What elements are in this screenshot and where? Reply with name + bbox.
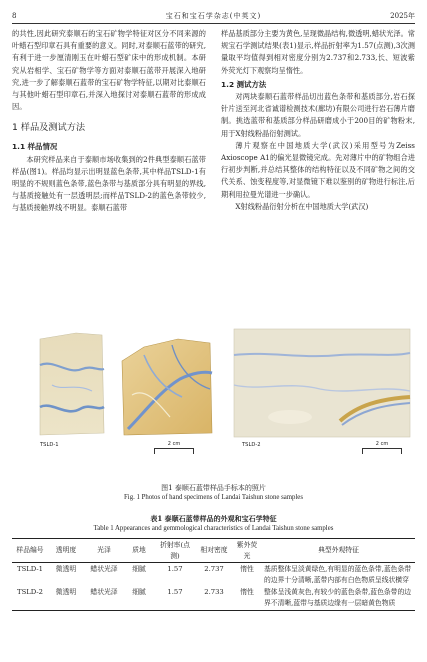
table-row — [12, 563, 415, 587]
paragraph: 的共性,因此研究泰顺石的宝石矿物学特征对区分不同来源的叶蜡石型印章石具有重要的意义。同时,对泰顺石蓝带的研究,有利于进一步厘清刚玉在叶蜡石型矿床中的形成机制。本研究从岩相学、宝石矿物学等方面对泰顺石蓝带开展深入地研究,进一步了解泰顺石蓝带的宝石矿物学特征,以期对比泰顺石与其他叶蜡石型印章石,并深入地探讨对泰顺石蓝带的形成成因。 — [12, 29, 206, 112]
paragraph: X射线粉晶衍射分析在中国地质大学(武汉) — [235, 201, 369, 211]
scale-bar-label: 2 cm — [375, 441, 389, 447]
paragraph: 薄片观察在中国地质大学(武汉)采用型号为Zeiss Axioscope A1的偏光显微镜完成。先对薄片中的矿物组合进行初步判断,并总结其整体的结构特征以及不同矿物之间的交代关系、蚀变程度等,对显微镜下难以鉴别的矿物进行标注,后期利用拉曼光谱进一步确认。 — [221, 140, 415, 199]
running-header — [12, 10, 415, 22]
table-cell: 细腻 — [132, 588, 146, 597]
column-header: 典型外观特征 — [318, 546, 359, 555]
column-header: 光泽 — [97, 546, 111, 555]
scale-bar-1 — [154, 441, 194, 454]
figure-caption-en: Fig. 1 Photos of hand specimens of Landai Taishun stone samples — [124, 494, 303, 501]
table-cell: 惰性 — [240, 588, 254, 597]
table-cell: 2.737 — [204, 565, 224, 574]
table-cell: 1.57 — [167, 565, 183, 574]
table-cell: 蜡状光泽 — [90, 565, 118, 574]
paragraph: 对两块泰顺石蓝带样品切出蓝色条带和基质部分,岩石探针片送至河北省诚谱检测技术(廊坊)有限公司进行岩石薄片磨制。挑选蓝带和基质部分样品研磨成小于200目的矿物粉末,用于X射线粉晶衍射测试。 — [221, 92, 415, 138]
gemmological-table — [12, 538, 415, 611]
table-caption-cn: 表1 泰顺石蓝带样品的外观和宝石学特征 — [150, 514, 277, 523]
table-header-row — [12, 539, 415, 563]
specimen-photo-tsld1 — [32, 325, 222, 443]
subsection-heading: 1.2 测试方法 — [221, 79, 267, 89]
scale-bar-label: 2 cm — [167, 441, 181, 447]
figure-caption-cn: 图1 泰顺石蓝带样品手标本的照片 — [161, 484, 266, 492]
journal-title: 宝石和宝石学杂志(中英文) — [165, 12, 262, 20]
table-cell: 2.733 — [204, 588, 224, 597]
section-heading: 1 样品及测试方法 — [12, 122, 86, 134]
table-cell: 微透明 — [55, 588, 77, 597]
table-cell: 1.57 — [167, 588, 183, 597]
table-cell: 蜡状光泽 — [90, 588, 118, 597]
column-header: 折射率(点测) — [160, 541, 190, 560]
table-cell: 基质整体呈淡黄绿色,有明显的蓝色条带,蓝色条带的边界十分清晰,蓝带内部有白色物质呈线状横穿 — [264, 565, 412, 584]
table-cell: 细腻 — [132, 565, 146, 574]
table-cell: 微透明 — [55, 565, 77, 574]
column-header: 质地 — [132, 546, 146, 555]
page-number: 8 — [12, 12, 17, 20]
table-caption-en: Table 1 Appearances and gemmological characteristics of Landai Taishun stone samples — [93, 525, 334, 532]
table-row — [12, 586, 415, 610]
column-header: 紫外荧光 — [236, 541, 258, 560]
paragraph: 样品基质部分主要为黄色,呈现微晶结构,微透明,蜡状光泽。常规宝石学测试结果(表1)显示,样品折射率为1.57(点测),3次测量取平均值得到相对密度分别为2.737和2.733,长、短波紫外荧光灯下观察均呈惰性。 — [221, 29, 415, 75]
sample-label-tsld1: TSLD-1 — [40, 442, 59, 448]
subsection-heading: 1.1 样品情况 — [12, 142, 58, 152]
header-rule — [12, 23, 415, 24]
sample-label-tsld2: TSLD-2 — [242, 442, 261, 448]
table-cell: 整体呈浅黄灰色,有较少的蓝色条带,蓝色条带的边界不清晰,蓝带与基质边缘有一层暗黄色物质 — [264, 588, 412, 607]
table-cell: 惰性 — [240, 565, 254, 574]
column-header: 样品编号 — [16, 546, 44, 555]
specimen-photo-tsld2 — [230, 325, 414, 443]
issue-year: 2025年 — [390, 12, 415, 20]
column-header: 相对密度 — [200, 546, 228, 555]
paragraph: 本研究样品来自于泰顺市场收集到的2件典型泰顺石蓝带样品(图1)。样品均显示出明显蓝色条带,其中样品TSLD-1有明显的不规则蓝色条带,蓝色条带与基质部分具有明显的界线,与基质接触处有一层透明层;而样品TSLD-2的蓝色条带较少,与基质接触界线不明显。泰顺石蓝带 — [12, 154, 206, 213]
scale-bar-2 — [362, 441, 402, 454]
table-cell: TSLD-1 — [17, 565, 43, 574]
left-column — [12, 28, 206, 215]
column-header: 透明度 — [55, 546, 77, 555]
right-column — [221, 28, 415, 213]
table-cell: TSLD-2 — [17, 588, 43, 597]
figure-1 — [12, 325, 415, 455]
